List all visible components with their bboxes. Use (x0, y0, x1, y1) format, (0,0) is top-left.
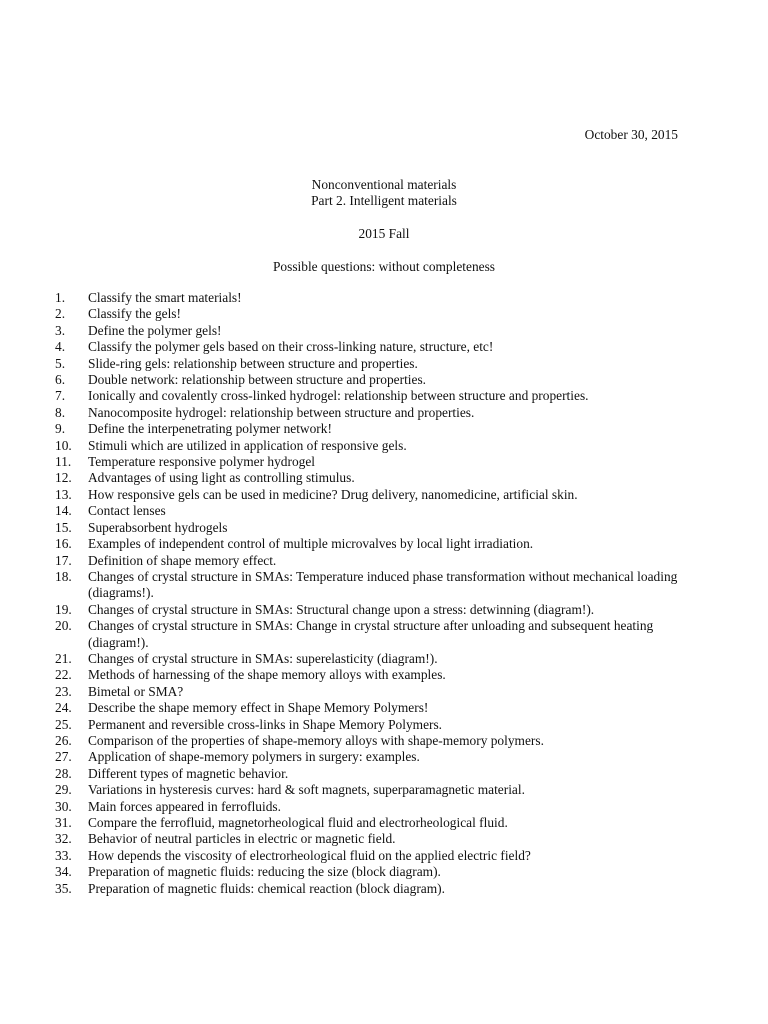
question-number: 35. (55, 880, 72, 896)
question-item (55, 667, 695, 683)
question-text: How depends the viscosity of electrorheological fluid on the applied electric field? (88, 847, 531, 863)
question-number: 25. (55, 716, 72, 732)
question-text: Definition of shape memory effect. (88, 552, 277, 568)
question-text: Slide-ring gels: relationship between structure and properties. (88, 355, 418, 371)
question-number: 32. (55, 831, 72, 847)
question-text: Changes of crystal structure in SMAs: Structural change upon a stress: detwinning (diagram!). (88, 601, 595, 617)
question-text: Different types of magnetic behavior. (88, 765, 289, 781)
question-item (55, 290, 695, 306)
question-item (55, 520, 695, 536)
question-number: 12. (55, 470, 72, 486)
question-item (55, 602, 695, 618)
question-number: 21. (55, 650, 72, 666)
question-number: 26. (55, 732, 72, 748)
question-text: Classify the polymer gels based on their cross-linking nature, structure, etc! (88, 339, 494, 355)
question-text: Stimuli which are utilized in application of responsive gels. (88, 437, 407, 453)
question-text: Define the polymer gels! (88, 322, 222, 338)
question-number: 11. (55, 454, 72, 470)
question-item (55, 536, 695, 552)
question-text: Changes of crystal structure in SMAs: Change in crystal structure after unloading and subsequent heating (diagram!). (88, 618, 654, 650)
question-item (55, 388, 695, 404)
question-number: 15. (55, 519, 72, 535)
question-number: 6. (55, 372, 66, 388)
question-text: How responsive gels can be used in medicine? Drug delivery, nanomedicine, artificial skin. (88, 486, 578, 502)
question-number: 22. (55, 667, 72, 683)
question-item (55, 831, 695, 847)
question-item (55, 421, 695, 437)
question-number: 24. (55, 700, 72, 716)
question-number: 8. (55, 404, 66, 420)
question-text: Examples of independent control of multiple microvalves by local light irradiation. (88, 536, 534, 552)
question-text: Preparation of magnetic fluids: chemical reaction (block diagram). (88, 880, 445, 896)
question-item (55, 454, 695, 470)
question-item (55, 782, 695, 798)
question-item (55, 356, 695, 372)
question-text: Changes of crystal structure in SMAs: superelasticity (diagram!). (88, 650, 438, 666)
question-text: Define the interpenetrating polymer network! (88, 421, 332, 437)
question-item (55, 323, 695, 339)
question-text: Variations in hysteresis curves: hard & soft magnets, superparamagnetic material. (88, 782, 525, 798)
question-number: 23. (55, 683, 72, 699)
question-number: 33. (55, 847, 72, 863)
question-text: Methods of harnessing of the shape memory alloys with examples. (88, 667, 446, 683)
question-text: Classify the smart materials! (88, 290, 242, 305)
course-title: Nonconventional materials (311, 177, 457, 192)
question-item (55, 864, 695, 880)
question-text: Comparison of the properties of shape-memory alloys with shape-memory polymers. (88, 732, 544, 748)
question-text: Preparation of magnetic fluids: reducing the size (block diagram). (88, 864, 441, 880)
course-part-title: Part 2. Intelligent materials (311, 193, 457, 208)
question-number: 5. (55, 355, 66, 371)
question-item (55, 881, 695, 897)
question-text: Permanent and reversible cross-links in Shape Memory Polymers. (88, 716, 443, 732)
question-number: 13. (55, 486, 72, 502)
question-number: 1. (55, 290, 66, 305)
question-number: 30. (55, 798, 72, 814)
question-item (55, 733, 695, 749)
questions-subtitle: Possible questions: without completeness (272, 259, 496, 274)
question-number: 17. (55, 552, 72, 568)
question-number: 19. (55, 601, 72, 617)
question-text: Application of shape-memory polymers in surgery: examples. (88, 749, 420, 765)
question-item (55, 339, 695, 355)
question-number: 4. (55, 339, 66, 355)
question-number: 9. (55, 421, 66, 437)
question-text: Describe the shape memory effect in Shape Memory Polymers! (88, 700, 429, 716)
question-item (55, 487, 695, 503)
question-item (55, 306, 695, 322)
question-item (55, 717, 695, 733)
question-item (55, 405, 695, 421)
question-item (55, 799, 695, 815)
question-item (55, 651, 695, 667)
question-item (55, 848, 695, 864)
question-text: Classify the gels! (88, 306, 181, 322)
question-item (55, 749, 695, 765)
question-item (55, 569, 695, 602)
question-text: Behavior of neutral particles in electric or magnetic field. (88, 831, 396, 847)
question-text: Changes of crystal structure in SMAs: Temperature induced phase transformation without mechanical loading (diagrams!). (88, 568, 678, 601)
question-text: Nanocomposite hydrogel: relationship between structure and properties. (88, 404, 475, 420)
question-item (55, 372, 695, 388)
question-number: 28. (55, 765, 72, 781)
question-number: 27. (55, 749, 72, 765)
question-item (55, 815, 695, 831)
question-text: Bimetal or SMA? (88, 683, 184, 699)
question-number: 10. (55, 437, 72, 453)
question-item (55, 618, 695, 651)
question-number: 14. (55, 503, 72, 519)
question-item (55, 684, 695, 700)
question-number: 18. (55, 568, 72, 584)
question-number: 16. (55, 536, 72, 552)
question-text: Temperature responsive polymer hydrogel (88, 454, 315, 470)
question-text: Superabsorbent hydrogels (88, 519, 228, 535)
question-number: 34. (55, 864, 72, 880)
question-text: Compare the ferrofluid, magnetorheological fluid and electrorheological fluid. (88, 815, 508, 830)
question-text: Contact lenses (88, 503, 166, 519)
question-text: Ionically and covalently cross-linked hydrogel: relationship between structure and properties. (88, 388, 589, 404)
question-number: 20. (55, 618, 72, 634)
question-number: 29. (55, 782, 72, 798)
questions-list (55, 290, 695, 897)
question-number: 31. (55, 815, 72, 830)
question-text: Double network: relationship between structure and properties. (88, 372, 427, 388)
question-item (55, 503, 695, 519)
document-date: October 30, 2015 (584, 127, 678, 142)
question-item (55, 766, 695, 782)
question-item (55, 470, 695, 486)
question-item (55, 553, 695, 569)
question-item (55, 700, 695, 716)
question-text: Main forces appeared in ferrofluids. (88, 798, 281, 814)
semester-label: 2015 Fall (358, 226, 410, 241)
question-number: 3. (55, 322, 66, 338)
question-number: 2. (55, 306, 66, 322)
question-number: 7. (55, 388, 66, 404)
question-text: Advantages of using light as controlling stimulus. (88, 470, 355, 486)
question-item (55, 438, 695, 454)
